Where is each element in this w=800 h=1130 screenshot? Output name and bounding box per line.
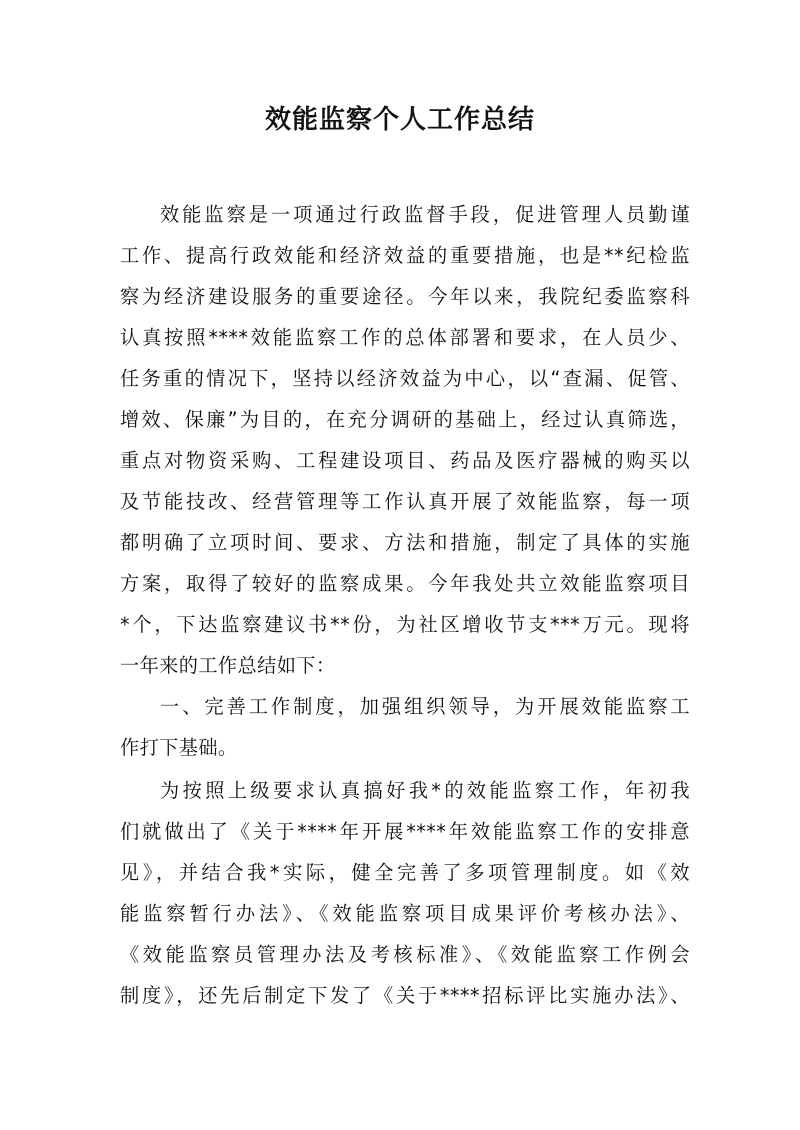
body-line-1: 效能监察是一项通过行政监督手段，促进管理人员勤谨 <box>160 203 690 226</box>
section-heading-line-2: 作打下基础。 <box>120 736 238 759</box>
body-line-18: 制度》，还先后制定下发了《关于****招标评比实施办法》、 <box>120 984 690 1007</box>
body-line-7: 重点对物资采购、工程建设项目、药品及医疗器械的购买以 <box>120 449 690 472</box>
body-line-6: 增效、保廉”为目的，在充分调研的基础上，经过认真筛选， <box>120 408 690 431</box>
body-line-9: 都明确了立项时间、要求、方法和措施，制定了具体的实施 <box>120 531 690 554</box>
body-line-12: 一年来的工作总结如下： <box>120 654 336 677</box>
body-line-13: 为按照上级要求认真搞好我*的效能监察工作，年初我 <box>160 779 690 802</box>
body-line-17: 《效能监察员管理办法及考核标准》、《效能监察工作例会 <box>120 943 690 966</box>
body-line-3: 察为经济建设服务的重要途径。今年以来，我院纪委监察科 <box>120 285 690 308</box>
document-title: 效能监察个人工作总结 <box>264 105 535 135</box>
body-line-8: 及节能技改、经营管理等工作认真开展了效能监察，每一项 <box>120 490 690 513</box>
body-line-2: 工作、提高行政效能和经济效益的重要措施，也是**纪检监 <box>120 244 690 267</box>
body-line-10: 方案，取得了较好的监察成果。今年我处共立效能监察项目 <box>120 572 690 595</box>
body-line-5: 任务重的情况下，坚持以经济效益为中心，以“查漏、促管、 <box>120 367 690 390</box>
body-line-14: 们就做出了《关于****年开展****年效能监察工作的安排意 <box>120 820 690 843</box>
body-line-15: 见》，并结合我*实际，健全完善了多项管理制度。如《效 <box>120 861 690 884</box>
body-line-11: *个，下达监察建议书**份，为社区增收节支***万元。现将 <box>120 613 690 636</box>
body-line-16: 能监察暂行办法》、《效能监察项目成果评价考核办法》、 <box>120 902 690 925</box>
body-line-4: 认真按照****效能监察工作的总体部署和要求，在人员少、 <box>120 326 690 349</box>
section-heading-line-1: 一、完善工作制度，加强组织领导，为开展效能监察工 <box>160 695 690 718</box>
